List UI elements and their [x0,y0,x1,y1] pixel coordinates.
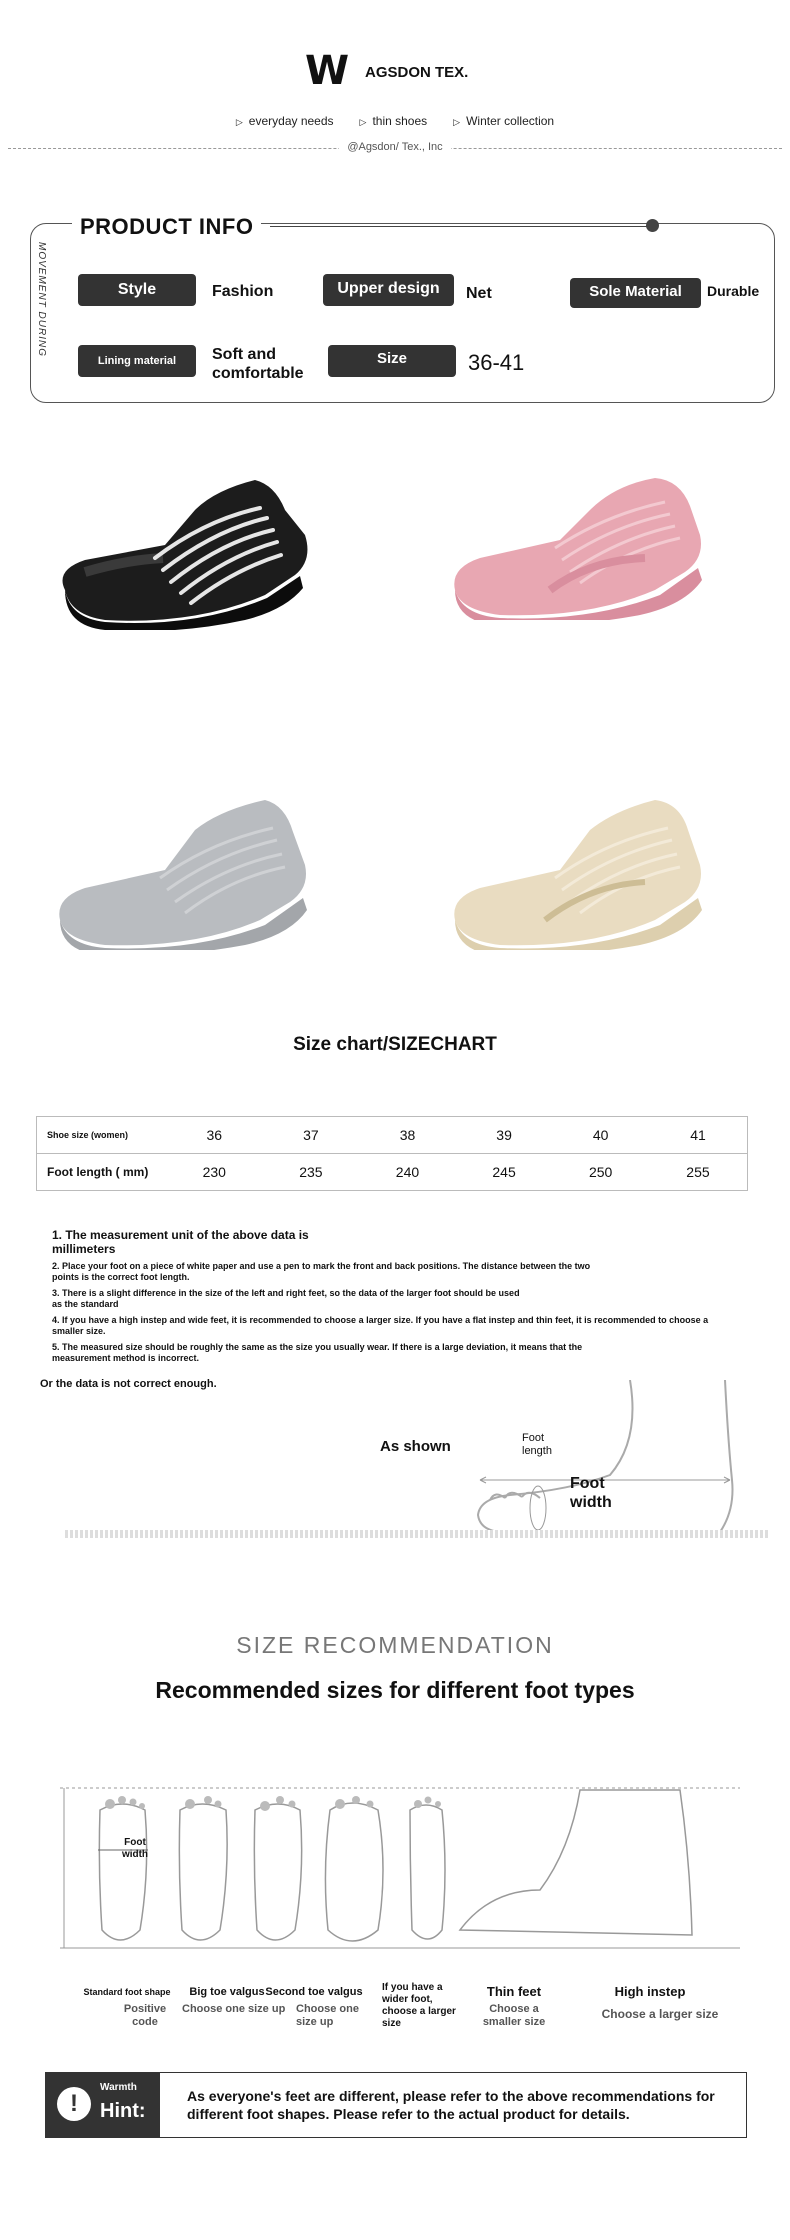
type-thin-sub: Choose a smaller size [482,2003,546,2028]
hint-text: As everyone's feet are different, please refer to the above recommendations for different foot shapes. Please refer to the actual product for details. [187,2088,715,2122]
copyright: @Agsdon/ Tex., Inc [0,141,790,153]
gray-sandal-photo [45,770,325,950]
note-1: 1. The measurement unit of the above data is millimeters [52,1228,309,1256]
length-cell: 230 [166,1154,263,1191]
note-2: 2. Place your foot on a piece of white paper and use a pen to mark the front and back positions. The distance between the two points is the correct foot length. [52,1261,591,1282]
size-recommendation-subtitle: Recommended sizes for different foot types [155,1677,635,1703]
pink-sandal-photo [440,440,720,620]
upper-design-label: Upper design [323,274,454,306]
lining-material-label: Lining material [78,345,196,377]
foot-length-label: Foot length [522,1432,552,1457]
black-sandal-photo [45,450,325,630]
tag-winter: ▷ Winter collection [453,114,554,128]
as-shown-label: As shown [380,1438,451,1455]
hint-warmth: Warmth [100,2082,137,2093]
length-cell: 255 [649,1154,748,1191]
length-cell: 245 [456,1154,553,1191]
size-cell: 38 [359,1117,456,1154]
brand-name: AGSDON TEX. [365,64,469,81]
beige-sandal-photo [440,770,720,950]
type-standard-label: Standard foot shape [83,1987,171,1997]
note-3: 3. There is a slight difference in the size of the left and right feet, so the data of the larger foot should be used as the standard [52,1288,520,1309]
length-cell: 235 [263,1154,360,1191]
note-4: 4. If you have a high instep and wide feet, it is recommended to choose a larger size. If you have a flat instep and thin feet, it is recommended to choose a smaller size. [52,1315,709,1336]
foot-width-label: Foot width [570,1475,612,1511]
type-big-toe-label: Big toe valgus [189,1986,265,1998]
lining-material-value: Soft and comfortable [212,346,304,382]
measurement-notes [52,1228,742,1369]
shoe-size-header: Shoe size (women) [37,1117,167,1154]
note-6: Or the data is not correct enough. [40,1378,217,1390]
vertical-caption: MOVEMENT DURING [36,242,47,357]
size-chart-title: Size chart/SIZECHART [293,1034,497,1055]
type-high-instep-label: High instep [614,1984,686,1999]
product-info-title: PRODUCT INFO [72,214,261,240]
size-recommendation-title: SIZE RECOMMENDATION [236,1632,554,1658]
type-second-toe-sub: Choose one size up [296,2003,359,2028]
type-second-toe-label: Second toe valgus [265,1986,363,1998]
tag-thin-shoes: ▷ thin shoes [360,114,428,128]
style-label: Style [78,274,196,306]
size-chart-table [36,1116,748,1191]
style-value: Fashion [212,283,274,300]
hint-word: Hint: [100,2100,146,2122]
size-cell: 41 [649,1117,748,1154]
foot-length-header: Foot length ( mm) [37,1154,167,1191]
info-title-dot [646,219,659,232]
floor-stripe [65,1530,770,1538]
note-5: 5. The measured size should be roughly the same as the size you usually wear. If there is a large deviation, it means that the measurement method is incorrect. [52,1342,583,1363]
sole-material-label: Sole Material [570,278,701,308]
type-standard-sub: Positive code [123,2003,167,2028]
type-thin-label: Thin feet [486,1984,542,1999]
type-high-instep-sub: Choose a larger size [601,2007,719,2021]
foot-measure-illustration [470,1380,750,1540]
length-cell: 250 [552,1154,649,1191]
upper-design-value: Net [466,285,492,302]
length-cell: 240 [359,1154,456,1191]
size-label: Size [328,345,456,377]
size-cell: 40 [552,1117,649,1154]
exclamation-icon: ! [57,2087,91,2121]
info-title-line [270,226,650,227]
size-cell: 39 [456,1117,553,1154]
type-big-toe-sub: Choose one size up [182,2003,286,2015]
size-value: 36-41 [468,350,525,375]
size-cell: 36 [166,1117,263,1154]
type-wide-label: If you have a wider foot, choose a larger size [382,1982,456,2029]
foot-width-marker-label: Foot width [121,1837,149,1860]
tag-list [0,114,790,128]
brand-logo-letter: W [305,48,349,94]
table-row [37,1117,748,1154]
foot-types-illustration [40,1780,760,1960]
tag-everyday: ▷ everyday needs [236,114,334,128]
size-cell: 37 [263,1117,360,1154]
table-row [37,1154,748,1191]
sole-material-value: Durable [707,283,760,299]
